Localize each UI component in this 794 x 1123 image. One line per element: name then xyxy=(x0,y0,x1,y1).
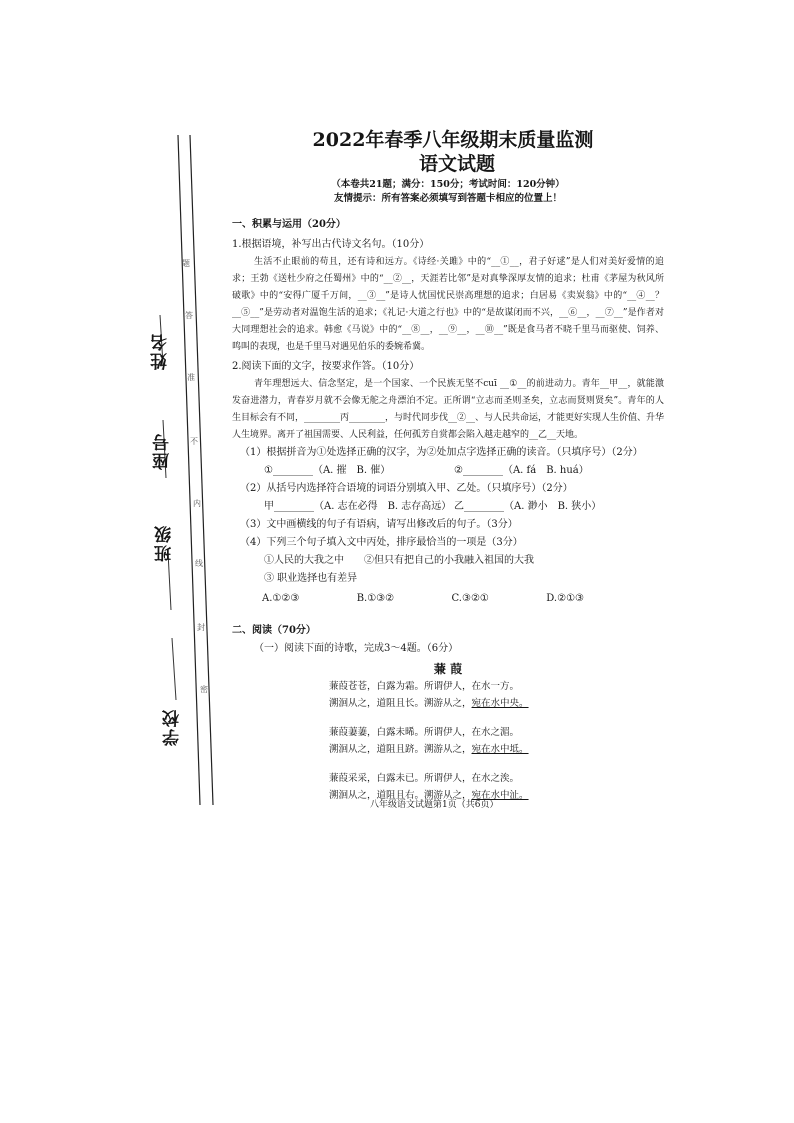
sub-question-4: （4）下列三个句子填入文中丙处，排序最恰当的一项是（3分） xyxy=(240,537,523,548)
underlined-phrase: 宛在水中沚。 xyxy=(471,790,529,801)
answer-blank-1: ①________（A. 摧 B. 催） xyxy=(264,465,391,476)
sub-question-3: （3）文中画横线的句子有语病，请写出修改后的句子。（3分） xyxy=(240,519,518,530)
question-1-title: 1.根据语境，补写出古代诗文名句。（10分） xyxy=(232,239,430,250)
poem-line: 蒹葭苍苍，白露为霜。所谓伊人，在水一方。 xyxy=(329,681,520,692)
poem-body xyxy=(329,678,664,804)
sub-question-2: （2）从括号内选择符合语境的词语分别填入甲、乙处。（只填序号）（2分） xyxy=(240,483,573,494)
answer-blank-2: ②________（A. fá B. huá） xyxy=(454,465,589,476)
answer-blank-yi: 乙________（A. 渺小 B. 狭小） xyxy=(454,501,602,512)
underlined-phrase: 宛在水中央。 xyxy=(471,698,529,709)
question-2-title: 2.阅读下面的文字，按要求作答。（10分） xyxy=(232,361,420,372)
sub-question-4-line-2: ③ 职业选择也有差异 xyxy=(264,573,358,584)
answer-blank-jia: 甲________（A. 志在必得 B. 志存高远） xyxy=(264,501,452,512)
margin-name-label: 姓名 xyxy=(151,332,171,370)
poem-title: 蒹 葭 xyxy=(433,662,463,676)
poem-line: 蒹葭萋萋，白露未晞。所谓伊人，在水之湄。 xyxy=(329,727,520,738)
exam-tip: 友情提示：所有答案必须填写到答题卡相应的位置上！ xyxy=(333,193,562,204)
sub-question-4-line-1: ①人民的大我之中 ②但只有把自己的小我融入祖国的大我 xyxy=(264,555,534,566)
seal-char: 答 xyxy=(185,311,193,320)
underlined-phrase: 宛在水中坻。 xyxy=(471,744,529,755)
poem-line: 溯洄从之，道阻且长。溯游从之，宛在水中央。 xyxy=(329,698,529,709)
seal-char: 不 xyxy=(190,437,198,446)
margin-school-label: 学校 xyxy=(163,708,183,746)
option-d: D.②①③ xyxy=(546,593,584,604)
margin-seat-label: 座号 xyxy=(153,432,173,470)
exam-subtitle: 语文试题 xyxy=(418,153,495,175)
sub-question-1-answers xyxy=(232,462,664,480)
poem-line: 溯洄从之，道阻且右。溯游从之，宛在水中沚。 xyxy=(329,790,529,801)
seal-char: 题 xyxy=(182,259,190,268)
seal-char: 线 xyxy=(195,559,203,568)
exam-title: 2022年春季八年级期末质量监测 xyxy=(312,129,594,151)
section-2-heading: 二、阅读（70分） xyxy=(232,625,316,636)
page-footer: 八年级语文试题第1页（共6页） xyxy=(370,800,499,810)
margin-class-label: 班级 xyxy=(155,524,175,562)
poem-line: 蒹葭采采，白露未已。所谓伊人，在水之涘。 xyxy=(329,773,520,784)
exam-content xyxy=(232,128,664,816)
exam-meta: （本卷共21题；满分：150分；考试时间：120分钟） xyxy=(331,179,565,190)
option-a: A.①②③ xyxy=(262,593,300,604)
seal-char: 封 xyxy=(197,623,205,632)
option-c: C.③②① xyxy=(451,593,489,604)
option-b: B.①③② xyxy=(356,593,395,604)
poem-stanza xyxy=(329,678,664,712)
section-1-heading: 一、积累与运用（20分） xyxy=(232,219,346,230)
answer-options xyxy=(232,590,664,608)
poem-line: 溯洄从之，道阻且跻。溯游从之，宛在水中坻。 xyxy=(329,744,529,755)
seal-char: 内 xyxy=(193,499,201,508)
seal-char: 准 xyxy=(187,373,195,382)
sub-question-1: （1）根据拼音为①处选择正确的汉字，为②处加点字选择正确的读音。（只填序号）（2分） xyxy=(240,447,643,458)
seal-char: 密 xyxy=(200,685,208,694)
poem-stanza xyxy=(329,724,664,758)
sub-question-2-answers xyxy=(232,498,664,516)
question-2-text: 青年理想远大、信念坚定，是一个国家、一个民族无坚不cuī __①__的前进动力。青年__甲__，就能激发奋进潜力，青春岁月就不会像无舵之舟漂泊不定。正所谓“立志而圣则圣矣，立志而贤则贤矣”。青年的人生目标会有不同，________丙________，与时代同步伐__②__、与人民共命运，才能更好实现人生价值、升华人生境界。离开了祖国需要、人民利益，任何孤芳自赏都会陷入越走越窄的__乙__天地。 xyxy=(232,379,665,440)
reading-intro: （一）阅读下面的诗歌，完成3～4题。（6分） xyxy=(254,643,459,654)
question-1-text: 生活不止眼前的苟且，还有诗和远方。《诗经·关雎》中的“__①__，君子好逑”是人们对美好爱情的追求；王勃《送杜少府之任蜀州》中的“__②__，天涯若比邻”是对真挚深厚友情的追求；杜甫《茅屋为秋风所破歌》中的“安得广厦千万间，__③__”是诗人忧国忧民崇高理想的追求；白居易《卖炭翁》中的“__④__？__⑤__”是劳动者对温饱生活的追求；《礼记·大道之行也》中的“是故谋闭而不兴，__⑥__，__⑦__”是作者对大同理想社会的追求。韩愈《马说》中的“__⑧__，__⑨__，__⑩__”既是食马者不晓千里马而驱使、饲养、鸣叫的表现，也是千里马对遇见伯乐的委婉希冀。 xyxy=(232,257,664,352)
